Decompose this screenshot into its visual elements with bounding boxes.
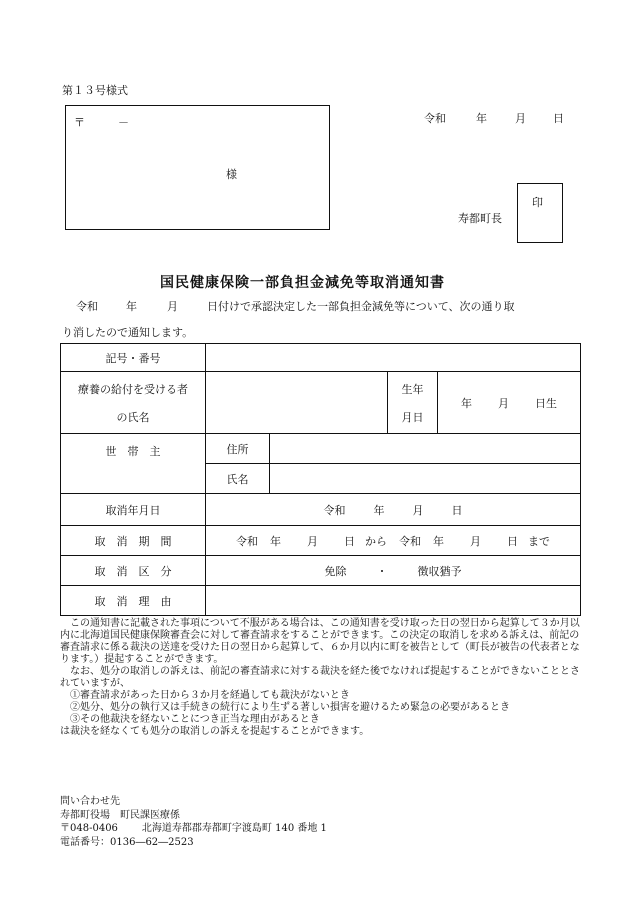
period-value	[206, 526, 581, 556]
appeal-notes	[60, 618, 585, 738]
note-paragraph: は裁決を経なくても処分の取消しの訴えを提起することができます。	[60, 726, 370, 737]
cancel-date-label: 取消年月日	[61, 494, 206, 526]
period-from-word: から	[365, 534, 387, 548]
birth-suffix: 日生	[535, 396, 557, 410]
recipient-label-1: 療養の給付を受ける者	[78, 382, 188, 396]
contact-office: 寿都町役場 町民課医療係	[60, 809, 180, 821]
period-label: 取 消 期 間	[61, 526, 206, 556]
category-label: 取 消 区 分	[61, 556, 206, 586]
period-to-month: 月	[470, 534, 481, 548]
reason-label: 取 消 理 由	[61, 586, 206, 616]
period-from-month: 月	[307, 534, 318, 548]
address-label: 住所	[206, 434, 270, 464]
code-value	[206, 344, 581, 372]
seal-label: 印	[532, 196, 543, 209]
contact-info	[60, 795, 327, 849]
date-month: 月	[515, 112, 526, 125]
contact-phone: 電話番号：0136―62―2523	[60, 836, 194, 848]
date-year: 年	[476, 112, 487, 125]
contact-address-line	[60, 822, 327, 836]
intro-line2: り消したので通知します。	[62, 326, 194, 339]
date-era: 令和	[424, 112, 446, 125]
birth-label-2: 月日	[401, 410, 424, 424]
period-from-era: 令和	[236, 534, 258, 548]
recipient-suffix: 様	[226, 168, 237, 181]
head-label: 世 帯 主	[61, 434, 206, 494]
category-separator: ・	[376, 564, 388, 578]
note-item: ①審査請求があった日から３か月を経過しても裁決がないとき	[60, 690, 350, 701]
birth-year: 年	[461, 396, 472, 410]
contact-postal: 〒048-0406	[60, 823, 118, 834]
code-label: 記号・番号	[61, 344, 206, 372]
contact-heading: 問い合わせ先	[60, 796, 120, 807]
name-label: 氏名	[206, 464, 270, 494]
cancel-year: 年	[373, 503, 385, 517]
postal-mark: 〒	[74, 116, 85, 129]
issuer-title: 寿都町長	[458, 212, 502, 225]
intro-month: 月	[167, 300, 178, 313]
cancel-era: 令和	[323, 503, 346, 517]
postal-dash: －	[118, 116, 129, 129]
info-table	[60, 343, 581, 616]
category-exemption: 免除	[324, 564, 347, 578]
cancel-date-value	[206, 494, 581, 526]
intro-year: 年	[126, 300, 137, 313]
note-item: ③その他裁決を経ないことにつき正当な理由があるとき	[60, 714, 320, 725]
address-value	[270, 434, 581, 464]
recipient-label-2: の氏名	[116, 410, 150, 424]
period-from-day: 日	[344, 534, 355, 548]
period-to-day: 日	[507, 534, 518, 548]
intro-line1: 日付けで承認決定した一部負担金減免等について、次の通り取	[207, 300, 515, 313]
birth-value	[438, 372, 581, 434]
cancel-month: 月	[412, 503, 424, 517]
recipient-value	[206, 372, 388, 434]
recipient-label	[61, 372, 206, 434]
period-from-year: 年	[270, 534, 281, 548]
seal-box	[517, 183, 563, 243]
name-value	[270, 464, 581, 494]
cancel-day: 日	[451, 503, 463, 517]
birth-label	[388, 372, 438, 434]
period-to-word: まで	[528, 534, 550, 548]
contact-address: 北海道寿都郡寿都町字渡島町 140 番地 1	[141, 823, 327, 834]
reason-value	[206, 586, 581, 616]
date-day: 日	[553, 112, 564, 125]
birth-label-1: 生年	[401, 382, 424, 396]
address-box	[65, 105, 330, 230]
note-paragraph: この通知書に記載された事項について不服がある場合は、この通知書を受け取った日の翌日から起算して３か月以内に北海道国民健康保険審査会に対して審査請求をすることができます。この決定の取消しを求める訴えは、前記の審査請求に係る裁決の送達を受けた日の翌日から起算して、６か月以内に町を被告として（町長が被告の代表者となります。）提起することができます。	[60, 618, 580, 665]
category-value	[206, 556, 581, 586]
intro-era: 令和	[76, 300, 98, 313]
category-deferment: 徴収猶予	[417, 564, 462, 578]
document-title: 国民健康保険一部負担金減免等取消通知書	[160, 275, 445, 291]
note-item: ②処分、処分の執行又は手続きの続行により生ずる著しい損害を避けるため緊急の必要があるとき	[60, 702, 510, 713]
note-paragraph: なお、処分の取消しの訴えは、前記の審査請求に対する裁決を経た後でなければ提起することができないこととされていますが、	[60, 666, 580, 689]
form-number: 第１３号様式	[62, 84, 128, 97]
birth-month: 月	[498, 396, 509, 410]
period-to-era: 令和	[399, 534, 421, 548]
period-to-year: 年	[433, 534, 444, 548]
